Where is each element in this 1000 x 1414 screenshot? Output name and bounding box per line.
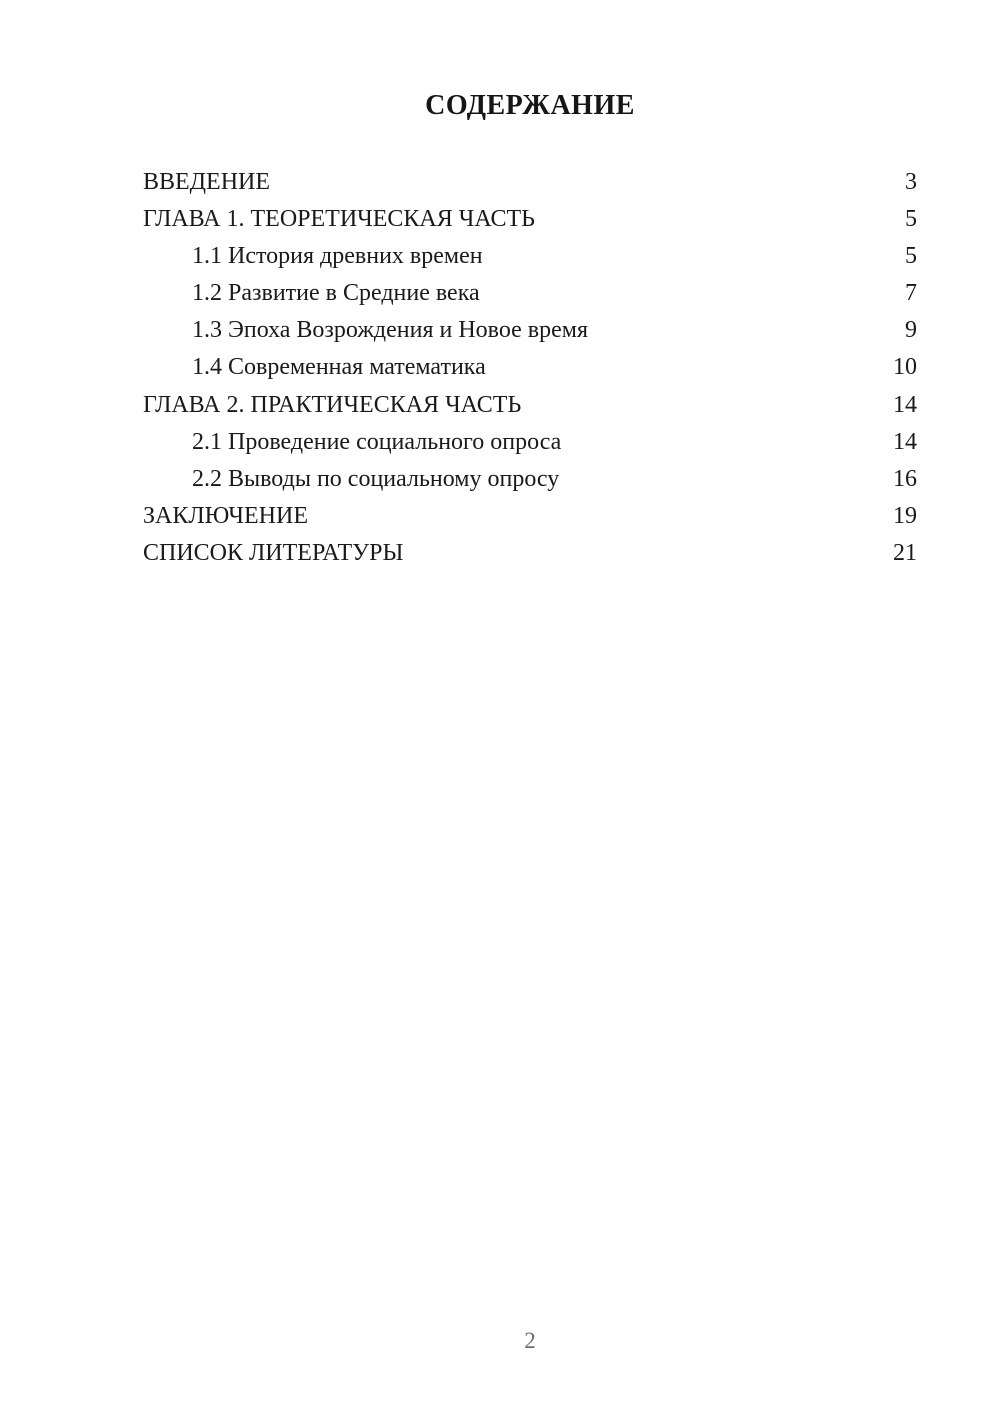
toc-entry-label: ЗАКЛЮЧЕНИЕ (143, 502, 308, 529)
toc-entry-label: ГЛАВА 1. ТЕОРЕТИЧЕСКАЯ ЧАСТЬ (143, 206, 535, 233)
toc-entry-label: 2.1 Проведение социального опроса (192, 428, 562, 455)
toc-entry-page-number: 14 (893, 428, 917, 455)
toc-entry (143, 164, 917, 201)
toc-entry-page-number: 14 (893, 391, 917, 418)
toc-entry-label: 1.4 Современная математика (192, 354, 486, 381)
toc-entry-label: СПИСОК ЛИТЕРАТУРЫ (143, 539, 404, 566)
toc-entry-label: 1.1 История древних времен (192, 243, 483, 270)
toc-entry (143, 349, 917, 386)
toc-entry (143, 461, 917, 498)
toc-entry-page-number: 5 (905, 243, 917, 270)
toc-entry-label: ГЛАВА 2. ПРАКТИЧЕСКАЯ ЧАСТЬ (143, 391, 522, 418)
toc-entry (143, 424, 917, 461)
toc-entry-page-number: 10 (893, 354, 917, 381)
toc-entry-page-number: 9 (905, 317, 917, 344)
toc-title: СОДЕРЖАНИЕ (425, 90, 635, 121)
toc-entry-page-number: 7 (905, 280, 917, 307)
page-number-footer: 2 (524, 1328, 536, 1353)
toc-entry-label: 1.2 Развитие в Средние века (192, 280, 480, 307)
toc-entry-label: 1.3 Эпоха Возрождения и Новое время (192, 317, 588, 344)
toc-entry-page-number: 3 (905, 169, 917, 195)
table-of-contents (143, 164, 917, 572)
toc-entry (143, 201, 917, 238)
toc-entry-label: 2.2 Выводы по социальному опросу (192, 465, 560, 492)
toc-entry (143, 387, 917, 424)
toc-entry (143, 312, 917, 349)
toc-entry-page-number: 5 (905, 206, 917, 233)
toc-entry-page-number: 16 (893, 465, 917, 492)
toc-entry (143, 275, 917, 312)
toc-entry-label: ВВЕДЕНИЕ (143, 169, 271, 195)
toc-entry-page-number: 19 (893, 502, 917, 529)
toc-entry (143, 238, 917, 275)
toc-entry-page-number: 21 (893, 539, 917, 566)
toc-entry (143, 498, 917, 535)
toc-entry (143, 535, 917, 572)
